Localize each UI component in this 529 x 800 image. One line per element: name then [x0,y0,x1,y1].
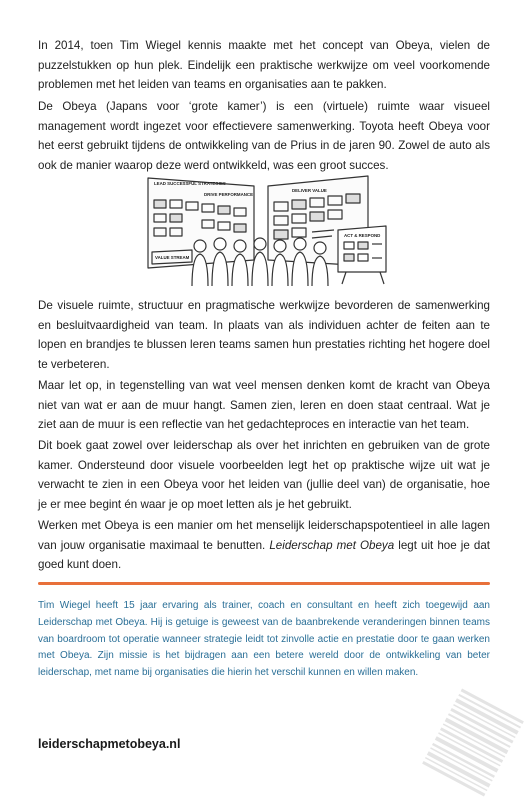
board-label-deliver: DELIVER VALUE [292,188,327,193]
obeya-room-illustration [142,172,392,288]
paragraph-intro: In 2014, toen Tim Wiegel kennis maakte met het concept van Obeya, vielen de puzzelstukken op hun plek. Eindelijk een praktische werkwijze om veel voorkomende problemen met het leiden van teams en organisaties aan te pakken. [38,39,490,92]
book-title-italic: Leiderschap met Obeya [269,538,395,552]
board-label-drive: DRIVE PERFORMANCE [204,192,254,197]
closing-text-end: legt uit hoe je dat goed kunt doen. [38,538,490,572]
author-bio: Tim Wiegel heeft 15 jaar ervaring als trainer, coach en consultant en heeft zich toegewijd aan Leiderschap met Obeya. Hij is getuige is geweest van de baanbrekende veranderingen binnen teams van boardroom tot operatie wanneer strategie leidt tot zinvolle actie en prestatie door te gaan werken met Obeya. Zijn missie is het bijdragen aan een betere wereld door de ontwikkeling van beter leiderschap, met name bij organisaties die hierin het verschil kunnen en willen maken. [38,600,490,679]
closing-text-start: Werken met Obeya is een manier om het menselijk leiderschapspotentieel in alle lagen van jouw organisatie maximaal te benutten. [38,519,490,552]
orange-divider [38,582,490,585]
board-label-lead: LEAD SUCCESSFUL STRATEGIES [154,181,226,186]
board-label-value-stream: VALUE STREAM [155,255,190,260]
website-url: leiderschapmetobeya.nl [38,737,181,751]
barcode-watermark-icon [416,676,529,800]
paragraph-visual-space: De visuele ruimte, structuur en pragmatische werkwijze bevorderen de samenwerking en besluitvaardigheid van team. In plaats van als individuen achter de feiten aan te lopen en brandjes te blussen leren teams samen hun prestaties richting het hogere doel te verbeteren. [38,299,490,371]
paragraph-book-topic: Dit boek gaat zowel over leiderschap als over het inrichten en gebruiken van de grote kamer. Ondersteund door visuele voorbeelden legt het op praktische wijze uit wat je verwacht te zien in een Obeya voor het leiden van (jullie deel van) de organisatie, hoe je er mee begint én waar je op moet letten als je het gebruikt. [38,439,490,511]
paragraph-warning: Maar let op, in tegenstelling van wat veel mensen denken komt de kracht van Obeya niet van wat er aan de muur hangt. Samen zien, leren en doen staat centraal. Wat je ziet aan de muur is een reflectie van het gedachteproces en interactie van het team. [38,379,490,432]
paragraph-obeya-definition: De Obeya (Japans voor ‘grote kamer’) is een (virtuele) ruimte waar visueel management wordt ingezet voor effectievere samenwerking. Toyota heeft Obeya voor het eerst gebruikt tijdens de ontwikkeling van de Prius in de jaren 90. Zowel de auto als ook de manier waarop deze werd ontwikkeld, was een groot succes. [38,100,490,172]
paragraph-closing [38,516,490,575]
board-label-act: ACT & RESPOND [344,233,381,238]
